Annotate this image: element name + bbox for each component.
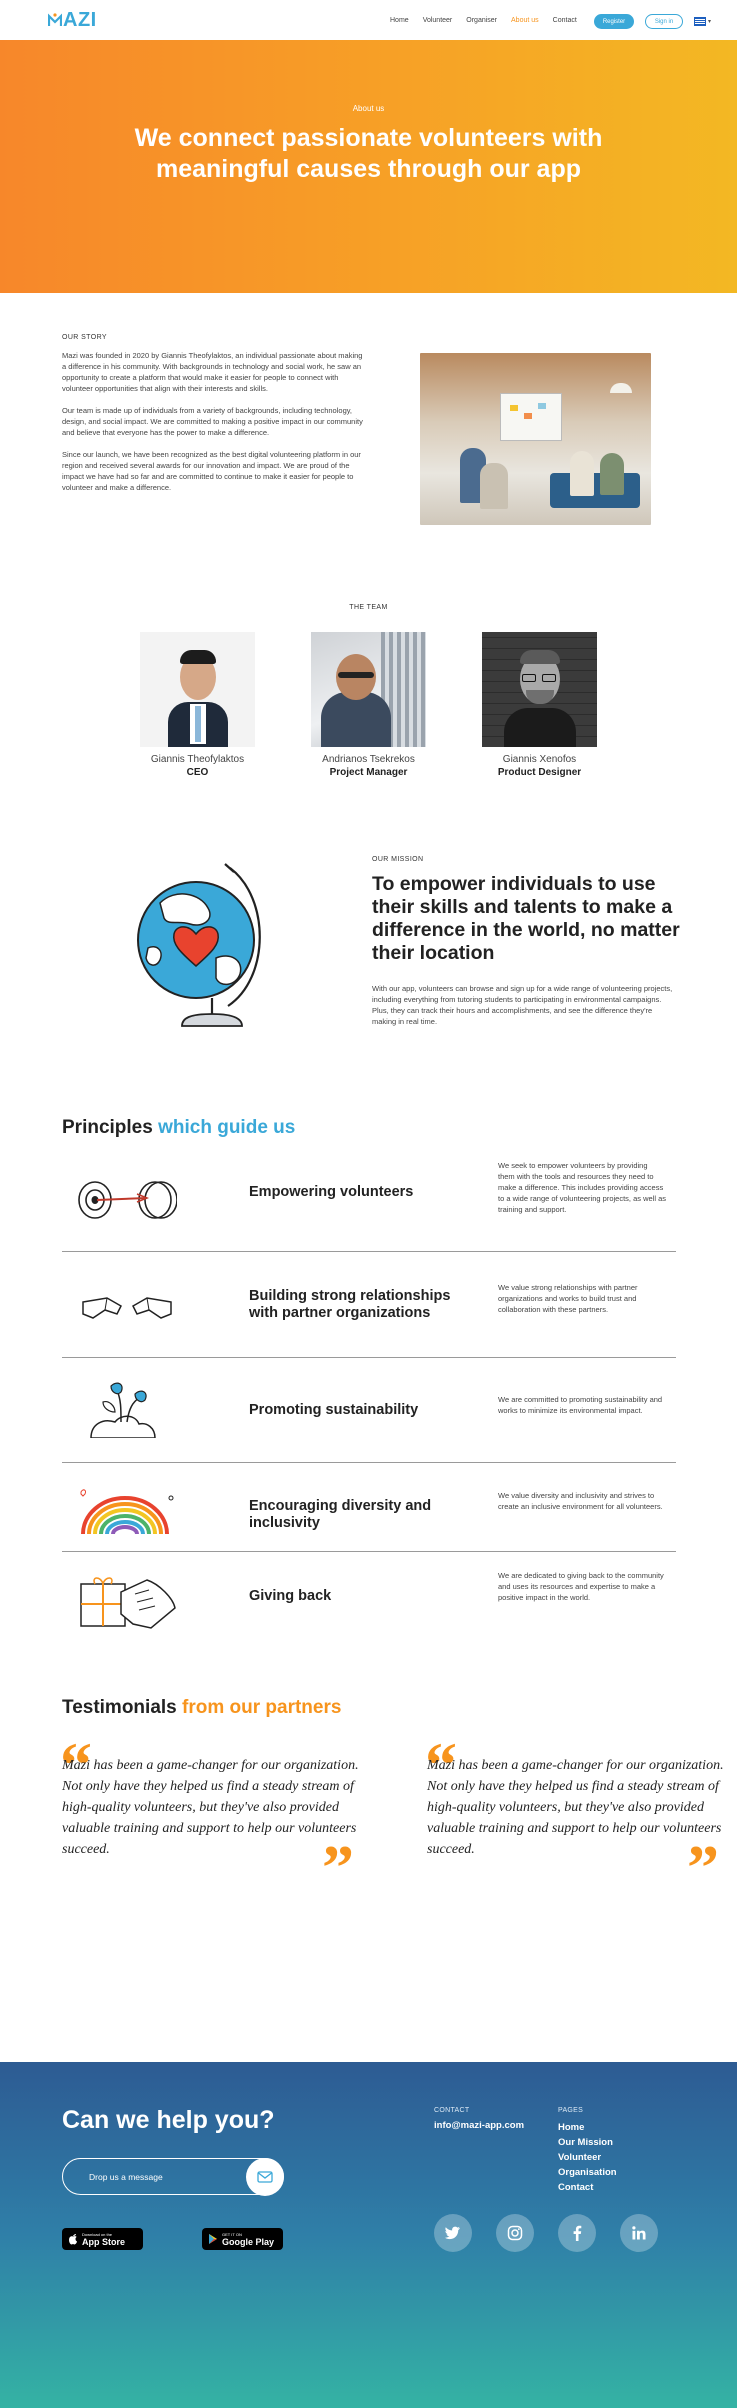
member-name: Giannis Theofylaktos [150,754,245,765]
divider [62,1357,676,1358]
linkedin-icon [632,2226,646,2240]
divider [62,1462,676,1463]
team-label: THE TEAM [349,604,388,611]
nav-contact[interactable]: Contact [552,16,577,24]
testimonials-title-main: Testimonials [62,1697,177,1718]
principle-title: Promoting sustainability [249,1402,419,1418]
member-photo [311,632,426,747]
send-message-button[interactable] [246,2158,284,2196]
footer-link-contact[interactable]: Contact [558,2182,594,2193]
mission-label: OUR MISSION [372,856,424,863]
footer-link-home[interactable]: Home [558,2122,585,2133]
story-text [62,350,367,504]
nav-home[interactable]: Home [390,16,409,24]
principle-text: We value strong relationships with partner organizations and works to build trust and collaboration with these partners. [498,1283,638,1314]
chevron-down-icon[interactable]: ▾ [708,19,712,25]
footer-link-volunteer[interactable]: Volunteer [558,2152,602,2163]
close-quote-icon: ” [687,1832,719,1903]
team-member [482,632,597,778]
principle-text: We value diversity and inclusivity and strives to create an inclusive environment for all volunteers. [498,1491,663,1511]
contact-email[interactable]: info@mazi-app.com [434,2120,525,2131]
principle-text: We are dedicated to giving back to the community and uses its resources and expertise to make a positive impact in the world. [498,1571,664,1602]
hero-banner [0,38,737,293]
open-quote-icon: “ [425,1729,457,1800]
google-play-icon [208,2233,218,2245]
team-member [311,632,426,778]
contact-label: CONTACT [434,2107,470,2114]
google-play-small: GET IT ON [222,2231,242,2237]
divider [62,1251,676,1252]
instagram-icon [507,2225,523,2241]
member-role: Project Manager [329,767,408,778]
member-name: Giannis Xenofos [502,754,577,765]
member-name: Andrianos Tsekrekos [322,754,415,765]
story-paragraph: Mazi was founded in 2020 by Giannis Theofylaktos, an individual passionate about making a difference in his community. With backgrounds in technology and social work, he saw an opportunity to create a platform that would make it easier for people to connect with volunteer opportunities that align with their interests and skills. [62,351,363,393]
nav-about-us[interactable]: About us [511,16,539,24]
testimonials-title [62,1697,341,1719]
twitter-icon [445,2226,461,2240]
testimonials-title-highlight: from our partners [182,1697,342,1718]
google-play-badge[interactable] [202,2228,283,2250]
mission-text: With our app, volunteers can browse and sign up for a wide range of volunteering projects, including everything from tutoring students to participating in environmental campaigns. Plus, they can track their hours and accomplishments, and see the difference they're making in real time. [372,984,673,1026]
site-footer [0,2062,737,2408]
mission-title: To empower individuals to use their skills and talents to make a difference in the world, no matter their location [372,873,680,964]
google-play-big: Google Play [222,2236,275,2247]
divider [62,1551,676,1552]
apple-icon [68,2233,78,2245]
handshake-icon [77,1280,177,1340]
register-button[interactable]: Register [594,14,634,29]
member-role: CEO [186,767,209,778]
team-meeting-photo [420,353,651,525]
message-placeholder: Drop us a message [89,2172,163,2182]
globe-heart-icon [120,848,280,1033]
member-role: Product Designer [497,767,582,778]
logo-mark-icon [48,13,62,27]
close-quote-icon: ” [322,1832,354,1903]
site-header [0,0,737,40]
sign-in-button[interactable]: Sign in [645,14,683,29]
linkedin-button[interactable] [620,2214,658,2252]
app-store-badge[interactable] [62,2228,143,2250]
testimonial-quote: Mazi has been a game-changer for our organization. Not only have they helped us find a steady stream of high-quality volunteers, but they've also provided valuable training and support to help our volunteers succeed. [62,1758,359,1857]
story-paragraph: Our team is made up of individuals from a variety of backgrounds, including technology, design, and social impact. We are committed to making a positive impact in our community and believe that everyone has the power to make a difference. [62,406,363,437]
principles-title-main: Principles [62,1117,153,1138]
testimonial-quote: Mazi has been a game-changer for our organization. Not only have they helped us find a steady stream of high-quality volunteers, but they've also provided valuable training and support to help our volunteers succeed. [427,1758,724,1857]
target-arrow-icon [77,1170,177,1230]
facebook-icon [572,2225,582,2241]
app-store-small: Download on the [82,2231,113,2237]
envelope-icon [257,2171,273,2183]
footer-title: Can we help you? [62,2106,275,2134]
principle-title: Building strong relationships with partner organizations [249,1288,451,1321]
member-photo [140,632,255,747]
gift-hand-icon [77,1574,177,1634]
greek-flag-icon[interactable] [694,17,706,26]
plant-sprout-icon [77,1378,177,1438]
logo[interactable]: AZI [48,9,97,32]
facebook-button[interactable] [558,2214,596,2252]
open-quote-icon: “ [60,1729,92,1800]
main-nav [390,0,591,40]
footer-link-organisation[interactable]: Organisation [558,2167,617,2178]
story-paragraph: Since our launch, we have been recognized as the best digital volunteering platform in our region and received several awards for our innovation and impact. We are proud of the impact we have had so far and are committed to continue to make it easier for people to volunteer and make a difference. [62,450,361,492]
principles-title [62,1117,295,1139]
member-photo [482,632,597,747]
principle-title: Encouraging diversity and inclusivity [249,1498,432,1531]
twitter-button[interactable] [434,2214,472,2252]
principles-title-highlight: which guide us [158,1117,296,1138]
team-member [140,632,255,778]
pages-label: PAGES [558,2107,584,2114]
footer-link-our-mission[interactable]: Our Mission [558,2137,613,2148]
hero-kicker: About us [352,104,385,113]
nav-volunteer[interactable]: Volunteer [422,16,453,24]
principle-text: We are committed to promoting sustainability and works to minimize its environmental impact. [498,1395,663,1415]
hero-title: We connect passionate volunteers with meaningful causes through our app [134,124,603,183]
principle-title: Empowering volunteers [249,1184,414,1200]
story-label: OUR STORY [62,334,107,341]
footer-pages [558,2120,617,2195]
instagram-button[interactable] [496,2214,534,2252]
app-store-big: App Store [82,2236,126,2247]
rainbow-icon [77,1484,177,1544]
principle-text: We seek to empower volunteers by providing them with the tools and resources they need to make a difference. This includes providing access to a wide range of volunteering projects, as well as training and support. [498,1161,667,1214]
nav-organiser[interactable]: Organiser [466,16,498,24]
principle-title: Giving back [249,1588,332,1604]
